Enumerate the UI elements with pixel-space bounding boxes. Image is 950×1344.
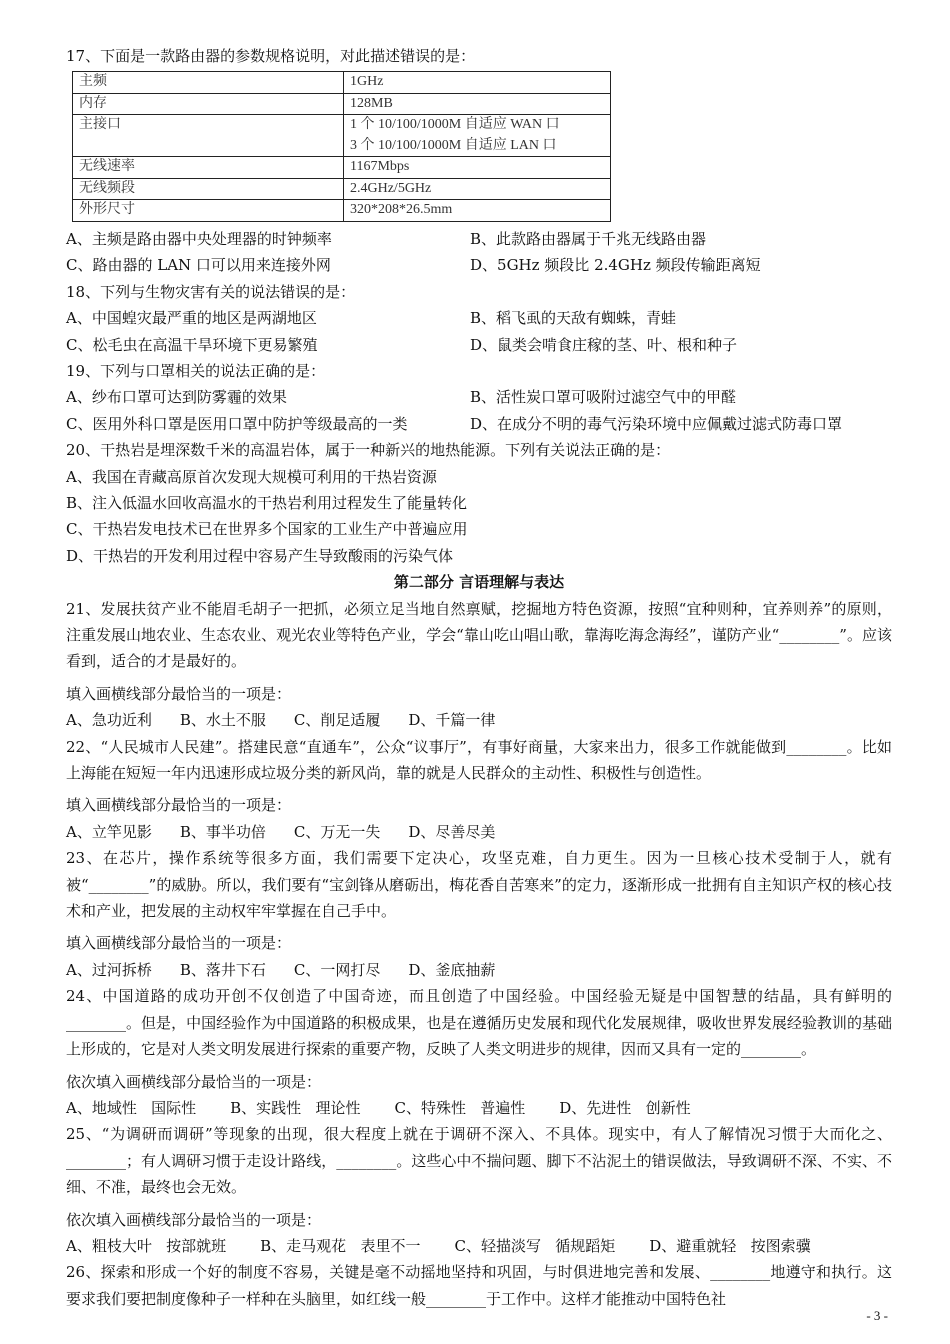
spec-key: 内存 <box>73 93 344 115</box>
option-a: A、地域性 国际性 <box>66 1098 197 1117</box>
q21-prompt: 填入画横线部分最恰当的一项是： <box>66 684 292 703</box>
option-b: B、水土不服 <box>179 711 266 730</box>
option-a: A、立竿见影 <box>66 822 152 841</box>
q23-text: 23、在芯片，操作系统等很多方面，我们需要下定决心，攻坚克难，自力更生。因为一旦核心技术受制于人，就有被“________”的威胁。所以，我们要有“宝剑锋从磨砺出，梅花香自苦寒来”的定力，逐渐形成一批拥有自主知识产权的核心技术和产业，把发展的主动权牢牢掌握在自己手中。 <box>66 849 892 921</box>
q19-options-row-1 <box>66 384 892 410</box>
option-c: C、特殊性 普遍性 <box>394 1098 526 1117</box>
spec-value <box>344 115 611 157</box>
option-d: D、尽善尽美 <box>408 822 496 841</box>
table-row <box>73 157 611 179</box>
option-d: D、避重就轻 按图索骥 <box>649 1236 811 1255</box>
option-b: B、走马观花 表里不一 <box>260 1236 421 1255</box>
option-b: B、落井下石 <box>179 960 266 979</box>
q17-options-row-1 <box>66 226 892 252</box>
spec-key: 无线速率 <box>73 157 344 179</box>
q25-prompt: 依次填入画横线部分最恰当的一项是： <box>66 1210 322 1229</box>
option-b: B、稻飞虱的天敌有蜘蛛，青蛙 <box>470 309 677 328</box>
spec-value-line: 3 个 10/100/1000M 自适应 LAN 口 <box>350 137 557 153</box>
option-a: A、主频是路由器中央处理器的时钟频率 <box>66 229 332 248</box>
spec-key: 主接口 <box>73 115 344 157</box>
option-d: D、鼠类会啃食庄稼的茎、叶、根和种子 <box>470 335 738 354</box>
q18-options-row-1 <box>66 305 892 331</box>
q21-options <box>66 707 892 733</box>
option-d: D、干热岩的开发利用过程中容易产生导致酸雨的污染气体 <box>66 546 454 565</box>
q23-options <box>66 957 892 983</box>
exam-page <box>66 43 892 1312</box>
option-a: A、我国在青藏高原首次发现大规模可利用的干热岩资源 <box>66 467 437 486</box>
q17-stem: 17、下面是一款路由器的参数规格说明，对此描述错误的是： <box>66 47 476 65</box>
spec-key: 主频 <box>73 72 344 94</box>
table-row <box>73 178 611 200</box>
option-b: B、此款路由器属于千兆无线路由器 <box>470 229 707 248</box>
spec-key: 外形尺寸 <box>73 200 344 222</box>
q23-prompt: 填入画横线部分最恰当的一项是： <box>66 934 292 953</box>
option-a: A、纱布口罩可达到防雾霾的效果 <box>66 388 287 407</box>
q22-prompt: 填入画横线部分最恰当的一项是： <box>66 796 292 815</box>
table-row <box>73 93 611 115</box>
q19-stem: 19、下列与口罩相关的说法正确的是： <box>66 361 326 380</box>
option-a: A、粗枝大叶 按部就班 <box>66 1236 227 1255</box>
table-row <box>73 72 611 94</box>
option-b: B、注入低温水回收高温水的干热岩利用过程发生了能量转化 <box>66 493 468 512</box>
q25-options <box>66 1233 892 1259</box>
option-c: C、一网打尽 <box>293 960 381 979</box>
option-d: D、釜底抽薪 <box>408 960 496 979</box>
q20-stem: 20、干热岩是埋深数千米的高温岩体，属于一种新兴的地热能源。下列有关说法正确的是： <box>66 441 671 460</box>
option-d: D、在成分不明的毒气污染环境中应佩戴过滤式防毒口罩 <box>470 414 843 433</box>
q22-options <box>66 819 892 845</box>
q25-text: 25、“为调研而调研”等现象的出现，很大程度上就在于调研不深入、不具体。现实中，有人了解情况习惯于大而化之、________；有人调研习惯于走设计路线，________。这些心中不揣问题、脚下不沾泥土的错误做法，导致调研不深、不实、不细、不准，最终也会无效。 <box>66 1125 892 1197</box>
q18-stem: 18、下列与生物灾害有关的说法错误的是： <box>66 282 356 301</box>
option-c: C、万无一失 <box>293 822 381 841</box>
q24-text: 24、中国道路的成功开创不仅创造了中国奇迹，而且创造了中国经验。中国经验无疑是中国智慧的结晶，具有鲜明的________。但是，中国经验作为中国道路的积极成果，也是在遵循历史发展和现代化发展规律，吸收世界发展经验教训的基础上形成的，它是对人类文明发展进行探索的重要产物，反映了人类文明进步的规律，因而又具有一定的________。 <box>66 987 892 1059</box>
option-a: A、过河拆桥 <box>66 960 152 979</box>
table-row <box>73 200 611 222</box>
spec-value: 1GHz <box>344 72 611 94</box>
spec-value: 128MB <box>344 93 611 115</box>
q24-prompt: 依次填入画横线部分最恰当的一项是： <box>66 1072 322 1091</box>
option-b: B、事半功倍 <box>179 822 266 841</box>
option-c: C、削足适履 <box>293 711 381 730</box>
table-row <box>73 115 611 157</box>
q19-options-row-2 <box>66 411 892 437</box>
spec-value-line: 1 个 10/100/1000M 自适应 WAN 口 <box>350 117 560 133</box>
spec-value: 320*208*26.5mm <box>344 200 611 222</box>
option-c: C、干热岩发电技术已在世界多个国家的工业生产中普遍应用 <box>66 520 468 539</box>
option-d: D、千篇一律 <box>408 711 496 730</box>
option-c: C、路由器的 LAN 口可以用来连接外网 <box>66 256 331 275</box>
q26-text: 26、探索和形成一个好的制度不容易，关键是毫不动摇地坚持和巩固，与时俱进地完善和发展、________地遵守和执行。这要求我们要把制度像种子一样种在头脑里，如红线一般________于工作中。这样才能推动中国特色社 <box>66 1263 892 1308</box>
router-spec-table <box>72 71 611 222</box>
q18-options-row-2 <box>66 332 892 358</box>
spec-value: 1167Mbps <box>344 157 611 179</box>
q24-options <box>66 1095 892 1121</box>
spec-value: 2.4GHz/5GHz <box>344 178 611 200</box>
page-number: - 3 - <box>866 1308 888 1323</box>
section-heading: 第二部分 言语理解与表达 <box>393 573 565 592</box>
option-a: A、中国蝗灾最严重的地区是两湖地区 <box>66 309 317 328</box>
option-a: A、急功近利 <box>66 711 152 730</box>
option-b: B、实践性 理论性 <box>230 1098 361 1117</box>
option-c: C、松毛虫在高温干旱环境下更易繁殖 <box>66 335 318 354</box>
spec-key: 无线频段 <box>73 178 344 200</box>
q21-text: 21、发展扶贫产业不能眉毛胡子一把抓，必须立足当地自然禀赋，挖掘地方特色资源，按照“宜种则种，宜养则养”的原则，注重发展山地农业、生态农业、观光农业等特色产业，学会“靠山吃山唱山歌，靠海吃海念海经”，谨防产业“________”。应该看到，适合的才是最好的。 <box>66 599 892 671</box>
q22-text: 22、“人民城市人民建”。搭建民意“直通车”，公众“议事厅”，有事好商量，大家来出力，很多工作就能做到________。比如上海能在短短一年内迅速形成垃圾分类的新风尚，靠的就是人民群众的主动性、积极性与创造性。 <box>66 737 892 783</box>
option-b: B、活性炭口罩可吸附过滤空气中的甲醛 <box>470 388 737 407</box>
option-d: D、先进性 创新性 <box>559 1098 691 1117</box>
option-c: C、轻描淡写 循规蹈矩 <box>454 1236 616 1255</box>
option-c: C、医用外科口罩是医用口罩中防护等级最高的一类 <box>66 414 408 433</box>
option-d: D、5GHz 频段比 2.4GHz 频段传输距离短 <box>470 256 761 275</box>
q17-options-row-2 <box>66 252 892 278</box>
